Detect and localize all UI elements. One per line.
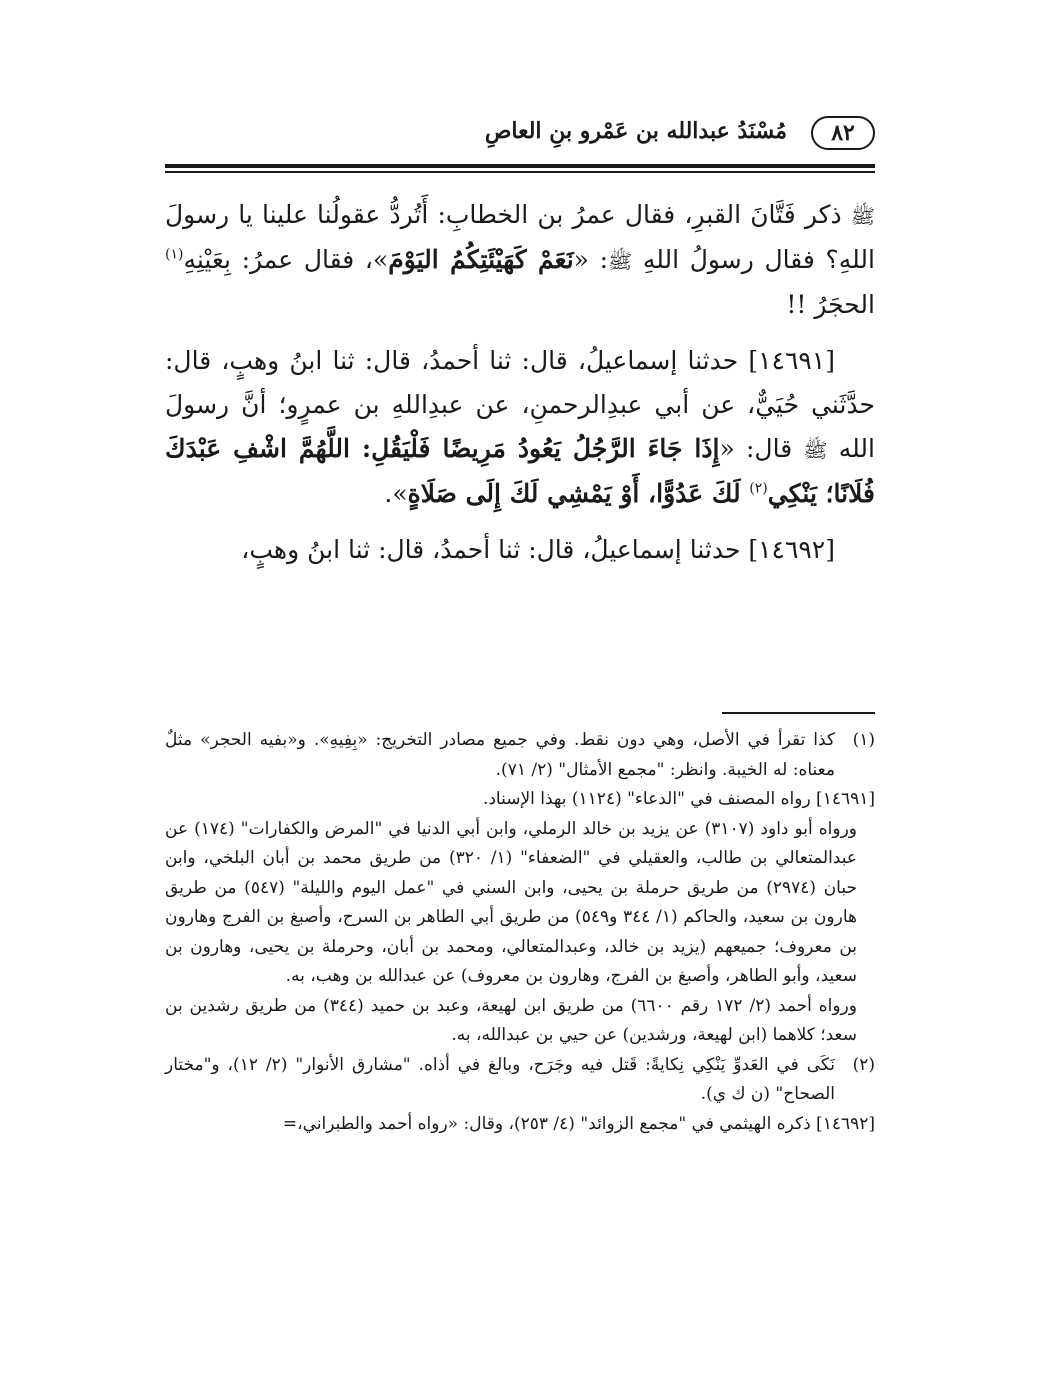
header-rule-thin (165, 171, 875, 173)
footnote-number: (٢) (852, 1054, 875, 1075)
text-run: ذكر فَتَّانَ القبرِ، فقال عمرُ بن الخطابِ: أَتُردُّ عقولُنا علينا يا رسولَ اللهِ؟ فقال رسولُ اللهِ (165, 200, 875, 274)
footnotes (165, 726, 875, 1139)
takhrij-14691: [١٤٦٩١] رواه المصنف في "الدعاء" (١١٢٤) بهذا الإسناد. (482, 789, 875, 809)
hadith-quote: نَعَمْ كَهَيْئَتِكُمُ اليَوْمَ (388, 245, 574, 274)
main-text (165, 193, 875, 572)
text-run: قال: « (719, 434, 804, 463)
header-rule-thick (165, 164, 875, 168)
text-run: ». (384, 479, 408, 508)
takhrij-paragraph: ورواه أبو داود (٣١٠٧) عن يزيد بن خالد الرملي، وابن أبي الدنيا في "المرض والكفارات" (١٧٤) عن عبدالمتعالي بن طالب، والعقيلي في "الضعفاء" (١/ ٣٢٠) من طريق محمد بن أبان البلخي، وابن حبان (٢٩٧٤) من طريق حرملة بن يحيى، وابن السني في "عمل اليوم والليلة" (٥٤٧) من طريق هارون بن سعيد، والحاكم (١/ ٣٤٤ و٥٤٩) من طريق أبي الطاهر بن السرح، وأصبغ بن الفرج وهارون بن معروف؛ جميعهم (يزيد بن خالد، وعبدالمتعالي، ومحمد بن أبان، وحرملة بن يحيى، وهارون بن سعيد، وأبو الطاهر، وأصبغ بن الفرج، وهارون بن معروف) عن عبدالله بن وهب، به. (165, 818, 858, 986)
text-run: [١٤٦٩١] حدثنا إسماعيلُ، قال: ثنا أحمدُ، قال: ثنا ابنُ وهبٍ، قال: حدَّثَني حُيَيٌّ، عن أبي عبدِالرحمنِ، عن عبدِاللهِ بن عمرٍو؛ أنَّ رسولَ الله (165, 346, 875, 463)
footnote-separator (722, 712, 875, 714)
hadith-quote: لَكَ عَدُوًّا، أَوْ يَمْشِي لَكَ إِلَى صَلَاةٍ (407, 479, 750, 508)
page-number-badge (811, 116, 875, 150)
salla-glyph: ﷺ (850, 204, 875, 228)
footnote-2 (165, 1051, 875, 1110)
takhrij-14692: [١٤٦٩٢] ذكره الهيثمي في "مجمع الزوائد" (٤/ ٢٥٣)، وقال: «رواه أحمد والطبراني،= (282, 1113, 875, 1134)
footnote-number: (١) (852, 730, 875, 750)
footnote-1 (165, 726, 875, 785)
running-header (165, 112, 875, 160)
running-title: مُسْنَدُ عبدالله بن عَمْرو بنِ العاصِ (484, 118, 787, 144)
paragraph-3 (165, 528, 875, 572)
text-run: الحجَرُ !! (786, 290, 875, 319)
text-run: : « (573, 245, 609, 274)
salla-glyph: ﷺ (803, 438, 828, 462)
page-number: ٨٢ (831, 120, 855, 146)
paragraph-2 (165, 339, 875, 516)
paragraph-1 (165, 193, 875, 327)
salla-glyph: ﷺ (608, 249, 633, 273)
takhrij-paragraph: ورواه أحمد (٢/ ١٧٢ رقم ٦٦٠٠) من طريق ابن لهيعة، وعبد بن حميد (٣٤٤) من طريق رشدين بن سعد؛ كلاهما (ابن لهيعة، ورشدين) عن حيي بن عبدالله، به. (165, 995, 857, 1045)
footnote-ref-1: (١) (165, 246, 184, 263)
footnote-text: نَكَى في العَدوِّ يَنْكِي نِكايةً: قَتل فيه وجَرَح، وبالغ في أذاه. "مشارق الأنوار" (٢/ ١٢)، و"مختار الصحاح" (ن ك ي). (165, 1054, 835, 1104)
hadith-quote: إِذَا جَاءَ الرَّجُلُ يَعُودُ مَرِيضًا فَلْيَقُلِ: اللَّهُمَّ اشْفِ عَبْدَكَ فُلَانًا؛ يَنْكِي (165, 434, 875, 508)
footnote-ref-2: (٢) (749, 480, 768, 497)
footnote-text: كذا تقرأ في الأصل، وهي دون نقط. وفي جميع مصادر التخريج: «بِفِيهِ». و«بفيه الحجر» مثلٌ معناه: له الخيبة. وانظر: "مجمع الأمثال" (٢/ ٧١). (165, 730, 835, 780)
text-run: [١٤٦٩٢] حدثنا إسماعيلُ، قال: ثنا أحمدُ، قال: ثنا ابنُ وهبٍ، (241, 535, 835, 564)
text-run: »، فقال عمرُ: بِعَيْنِهِ (183, 245, 389, 274)
